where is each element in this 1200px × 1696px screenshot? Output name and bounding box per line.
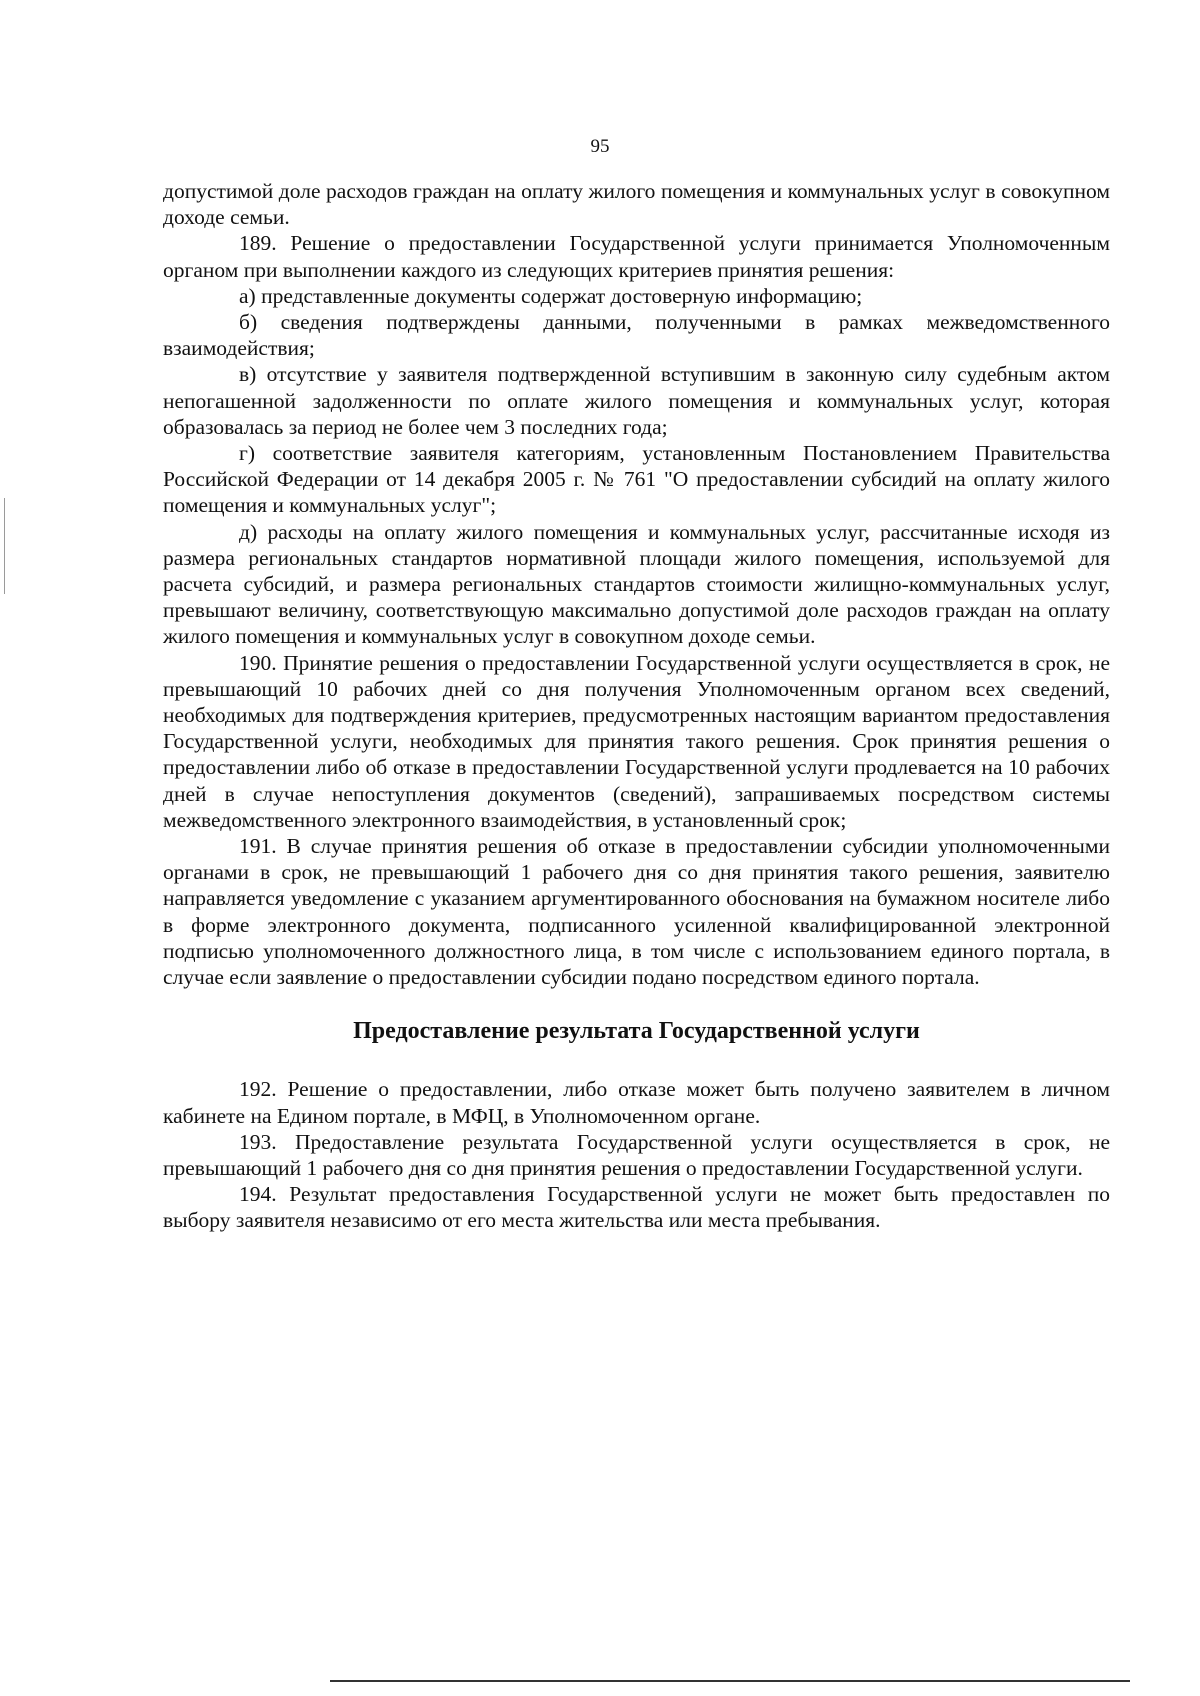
document-body — [163, 178, 1110, 1234]
paragraph-189-d: д) расходы на оплату жилого помещения и коммунальных услуг, рассчитанные исходя из размера региональных стандартов нормативной площади жилого помещения, используемой для расчета субсидий, и размера региональных стандартов стоимости жилищно-коммунальных услуг, превышают величину, соответствующую максимально допустимой доле расходов граждан на оплату жилого помещения и коммунальных услуг в совокупном доходе семьи. — [163, 519, 1110, 649]
paragraph-190: 190. Принятие решения о предоставлении Государственной услуги осуществляется в срок, не превышающий 10 рабочих дней со дня получения Уполномоченным органом всех сведений, необходимых для подтверждения критериев, предусмотренных настоящим вариантом предоставления Государственной услуги, необходимых для принятия такого решения. Срок принятия решения о предоставлении либо об отказе в предоставлении Государственной услуги продлевается на 10 рабочих дней в случае непоступления документов (сведений), запрашиваемых посредством системы межведомственного электронного взаимодействия, в установленный срок; — [163, 650, 1110, 832]
paragraph-194: 194. Результат предоставления Государственной услуги не может быть предоставлен по выбору заявителя независимо от его места жительства или места пребывания. — [163, 1182, 1110, 1233]
bottom-rule — [330, 1680, 1130, 1682]
paragraph-193: 193. Предоставление результата Государственной услуги осуществляется в срок, не превышающий 1 рабочего дня со дня принятия решения о предоставлении Государственной услуги. — [163, 1129, 1110, 1180]
page-number: 95 — [590, 136, 610, 157]
paragraph-191: 191. В случае принятия решения об отказе в предоставлении субсидии уполномоченными органами в срок, не превышающий 1 рабочего дня со дня принятия такого решения, заявителю направляется уведомление с указанием аргументированного обоснования на бумажном носителе либо в форме электронного документа, подписанного усиленной квалифицированной электронной подписью уполномоченного должностного лица, в том числе с использованием единого портала, в случае если заявление о предоставлении субсидии подано посредством единого портала. — [163, 834, 1110, 990]
paragraph-189-a: а) представленные документы содержат достоверную информацию; — [239, 283, 863, 308]
paragraph-189-b: б) сведения подтверждены данными, полученными в рамках межведомственного взаимодействия; — [163, 310, 1110, 361]
section-heading: Предоставление результата Государственной услуги — [353, 1018, 920, 1045]
paragraph-192: 192. Решение о предоставлении, либо отказе может быть получено заявителем в личном кабинете на Едином портале, в МФЦ, в Уполномоченном органе. — [163, 1077, 1110, 1128]
paragraph-189: 189. Решение о предоставлении Государственной услуги принимается Уполномоченным органом при выполнении каждого из следующих критериев принятия решения: — [163, 231, 1110, 282]
paragraph-continuation: допустимой доле расходов граждан на оплату жилого помещения и коммунальных услуг в совокупном доходе семьи. — [163, 179, 1110, 230]
paragraph-189-v: в) отсутствие у заявителя подтвержденной вступившим в законную силу судебным актом непогашенной задолженности по оплате жилого помещения и коммунальных услуг, которая образовалась за период не более чем 3 последних года; — [163, 362, 1110, 439]
paragraph-189-g: г) соответствие заявителя категориям, установленным Постановлением Правительства Российской Федерации от 14 декабря 2005 г. № 761 "О предоставлении субсидий на оплату жилого помещения и коммунальных услуг"; — [163, 441, 1110, 518]
scan-margin-mark — [4, 498, 5, 594]
